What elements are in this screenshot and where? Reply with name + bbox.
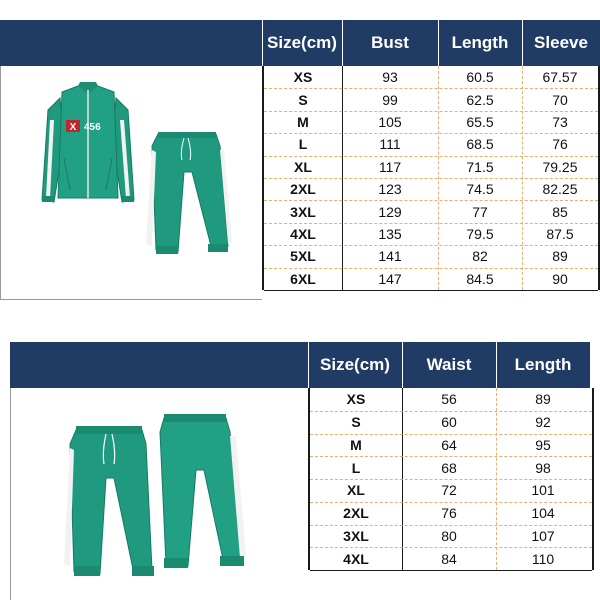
measurement-cell: 82.25 (542, 181, 578, 198)
table-row (310, 388, 592, 412)
measurement-cell: 90 (552, 270, 568, 287)
size-label-cell: 4XL (343, 550, 369, 567)
table-row (310, 525, 592, 549)
measurement-cell: 72 (441, 482, 457, 499)
pants-front-icon (64, 426, 154, 576)
column-header-sleeve: Sleeve (534, 33, 588, 52)
measurement-cell: 93 (382, 69, 398, 86)
column-header-length: Length (514, 355, 572, 374)
table-row (310, 547, 592, 571)
size-label-cell: S (351, 414, 361, 431)
size-label-cell: 3XL (343, 527, 369, 544)
measurement-cell: 76 (552, 136, 568, 153)
size-label-cell: L (351, 459, 361, 476)
table-row (264, 268, 598, 291)
measurement-cell: 80 (441, 527, 457, 544)
measurement-cell: 129 (378, 203, 402, 220)
size-label-cell: 4XL (290, 225, 316, 242)
measurement-cell: 84.5 (466, 270, 494, 287)
measurement-cell: 141 (378, 248, 402, 265)
measurement-cell: 89 (552, 248, 568, 265)
table-row (264, 156, 598, 179)
table-row (264, 111, 598, 134)
measurement-cell: 68.5 (466, 136, 494, 153)
pants-back-icon (160, 414, 246, 568)
table-row (310, 479, 592, 503)
table-row (310, 411, 592, 435)
badge-number: 456 (84, 122, 101, 133)
size-label-cell: M (297, 113, 309, 130)
size-label-cell: 2XL (343, 505, 369, 522)
measurement-cell: 76 (441, 505, 457, 522)
table-row (264, 88, 598, 111)
measurement-cell: 147 (378, 270, 402, 287)
column-header-length: Length (451, 33, 509, 52)
measurement-cell: 95 (535, 436, 551, 453)
size-label-cell: L (298, 136, 308, 153)
size-label-cell: 5XL (290, 248, 316, 265)
size-label-cell: XL (347, 482, 365, 499)
measurement-cell: 135 (378, 225, 402, 242)
table-row (264, 66, 598, 89)
measurement-cell: 68 (441, 459, 457, 476)
size-label-cell: 3XL (290, 203, 316, 220)
measurement-cell: 65.5 (466, 113, 494, 130)
size-label-cell: S (298, 91, 308, 108)
measurement-cell: 60.5 (466, 69, 494, 86)
column-header-size: Size(cm) (320, 355, 390, 374)
size-table-tracksuit (262, 66, 600, 290)
size-table-pants (308, 388, 594, 570)
measurement-cell: 70 (552, 91, 568, 108)
measurement-cell: 104 (531, 505, 555, 522)
table-row (264, 178, 598, 201)
measurement-cell: 111 (379, 136, 401, 153)
measurement-cell: 117 (378, 158, 402, 175)
table-row (310, 434, 592, 458)
measurement-cell: 60 (441, 414, 457, 431)
measurement-cell: 99 (382, 91, 398, 108)
size-label-cell: 6XL (290, 270, 316, 287)
frame-line (0, 66, 1, 300)
measurement-cell: 105 (378, 113, 402, 130)
pants-icon (146, 132, 232, 254)
measurement-cell: 56 (441, 391, 457, 408)
frame-line (0, 299, 262, 300)
size-chart-tracksuit (0, 20, 600, 300)
measurement-cell: 74.5 (466, 181, 494, 198)
size-label-cell: XL (294, 158, 312, 175)
table-row (264, 200, 598, 223)
product-image-pants (60, 408, 250, 588)
product-image-tracksuit (20, 80, 240, 280)
table-row (310, 502, 592, 526)
measurement-cell: 107 (531, 527, 555, 544)
measurement-cell: 64 (441, 436, 457, 453)
size-label-cell: XS (346, 391, 366, 408)
column-header-bust: Bust (371, 33, 409, 52)
table-row (310, 456, 592, 480)
measurement-cell: 82 (472, 248, 488, 265)
badge-letter: X (69, 122, 77, 133)
measurement-cell: 79.5 (466, 225, 494, 242)
measurement-cell: 79.25 (542, 158, 578, 175)
measurement-cell: 73 (552, 113, 568, 130)
measurement-cell: 123 (378, 181, 402, 198)
jacket-icon (42, 82, 134, 202)
tracksuit-illustration (20, 80, 240, 280)
column-header-size: Size(cm) (267, 33, 337, 52)
measurement-cell: 84 (441, 550, 457, 567)
measurement-cell: 71.5 (466, 158, 494, 175)
measurement-cell: 101 (531, 482, 555, 499)
frame-line (10, 388, 11, 600)
size-label-cell: XS (293, 69, 313, 86)
measurement-cell: 87.5 (546, 225, 574, 242)
measurement-cell: 89 (535, 391, 551, 408)
size-label-cell: M (350, 436, 362, 453)
table-row (264, 223, 598, 246)
measurement-cell: 85 (552, 203, 568, 220)
measurement-cell: 67.57 (542, 69, 578, 86)
measurement-cell: 110 (531, 550, 555, 567)
table-row (264, 133, 598, 156)
measurement-cell: 92 (535, 414, 551, 431)
table-row (264, 245, 598, 268)
column-header-waist: Waist (426, 355, 472, 374)
pants-illustration (60, 408, 250, 588)
size-chart-pants (10, 342, 600, 600)
measurement-cell: 62.5 (466, 91, 494, 108)
measurement-cell: 98 (535, 459, 551, 476)
size-label-cell: 2XL (290, 181, 316, 198)
measurement-cell: 77 (472, 203, 488, 220)
